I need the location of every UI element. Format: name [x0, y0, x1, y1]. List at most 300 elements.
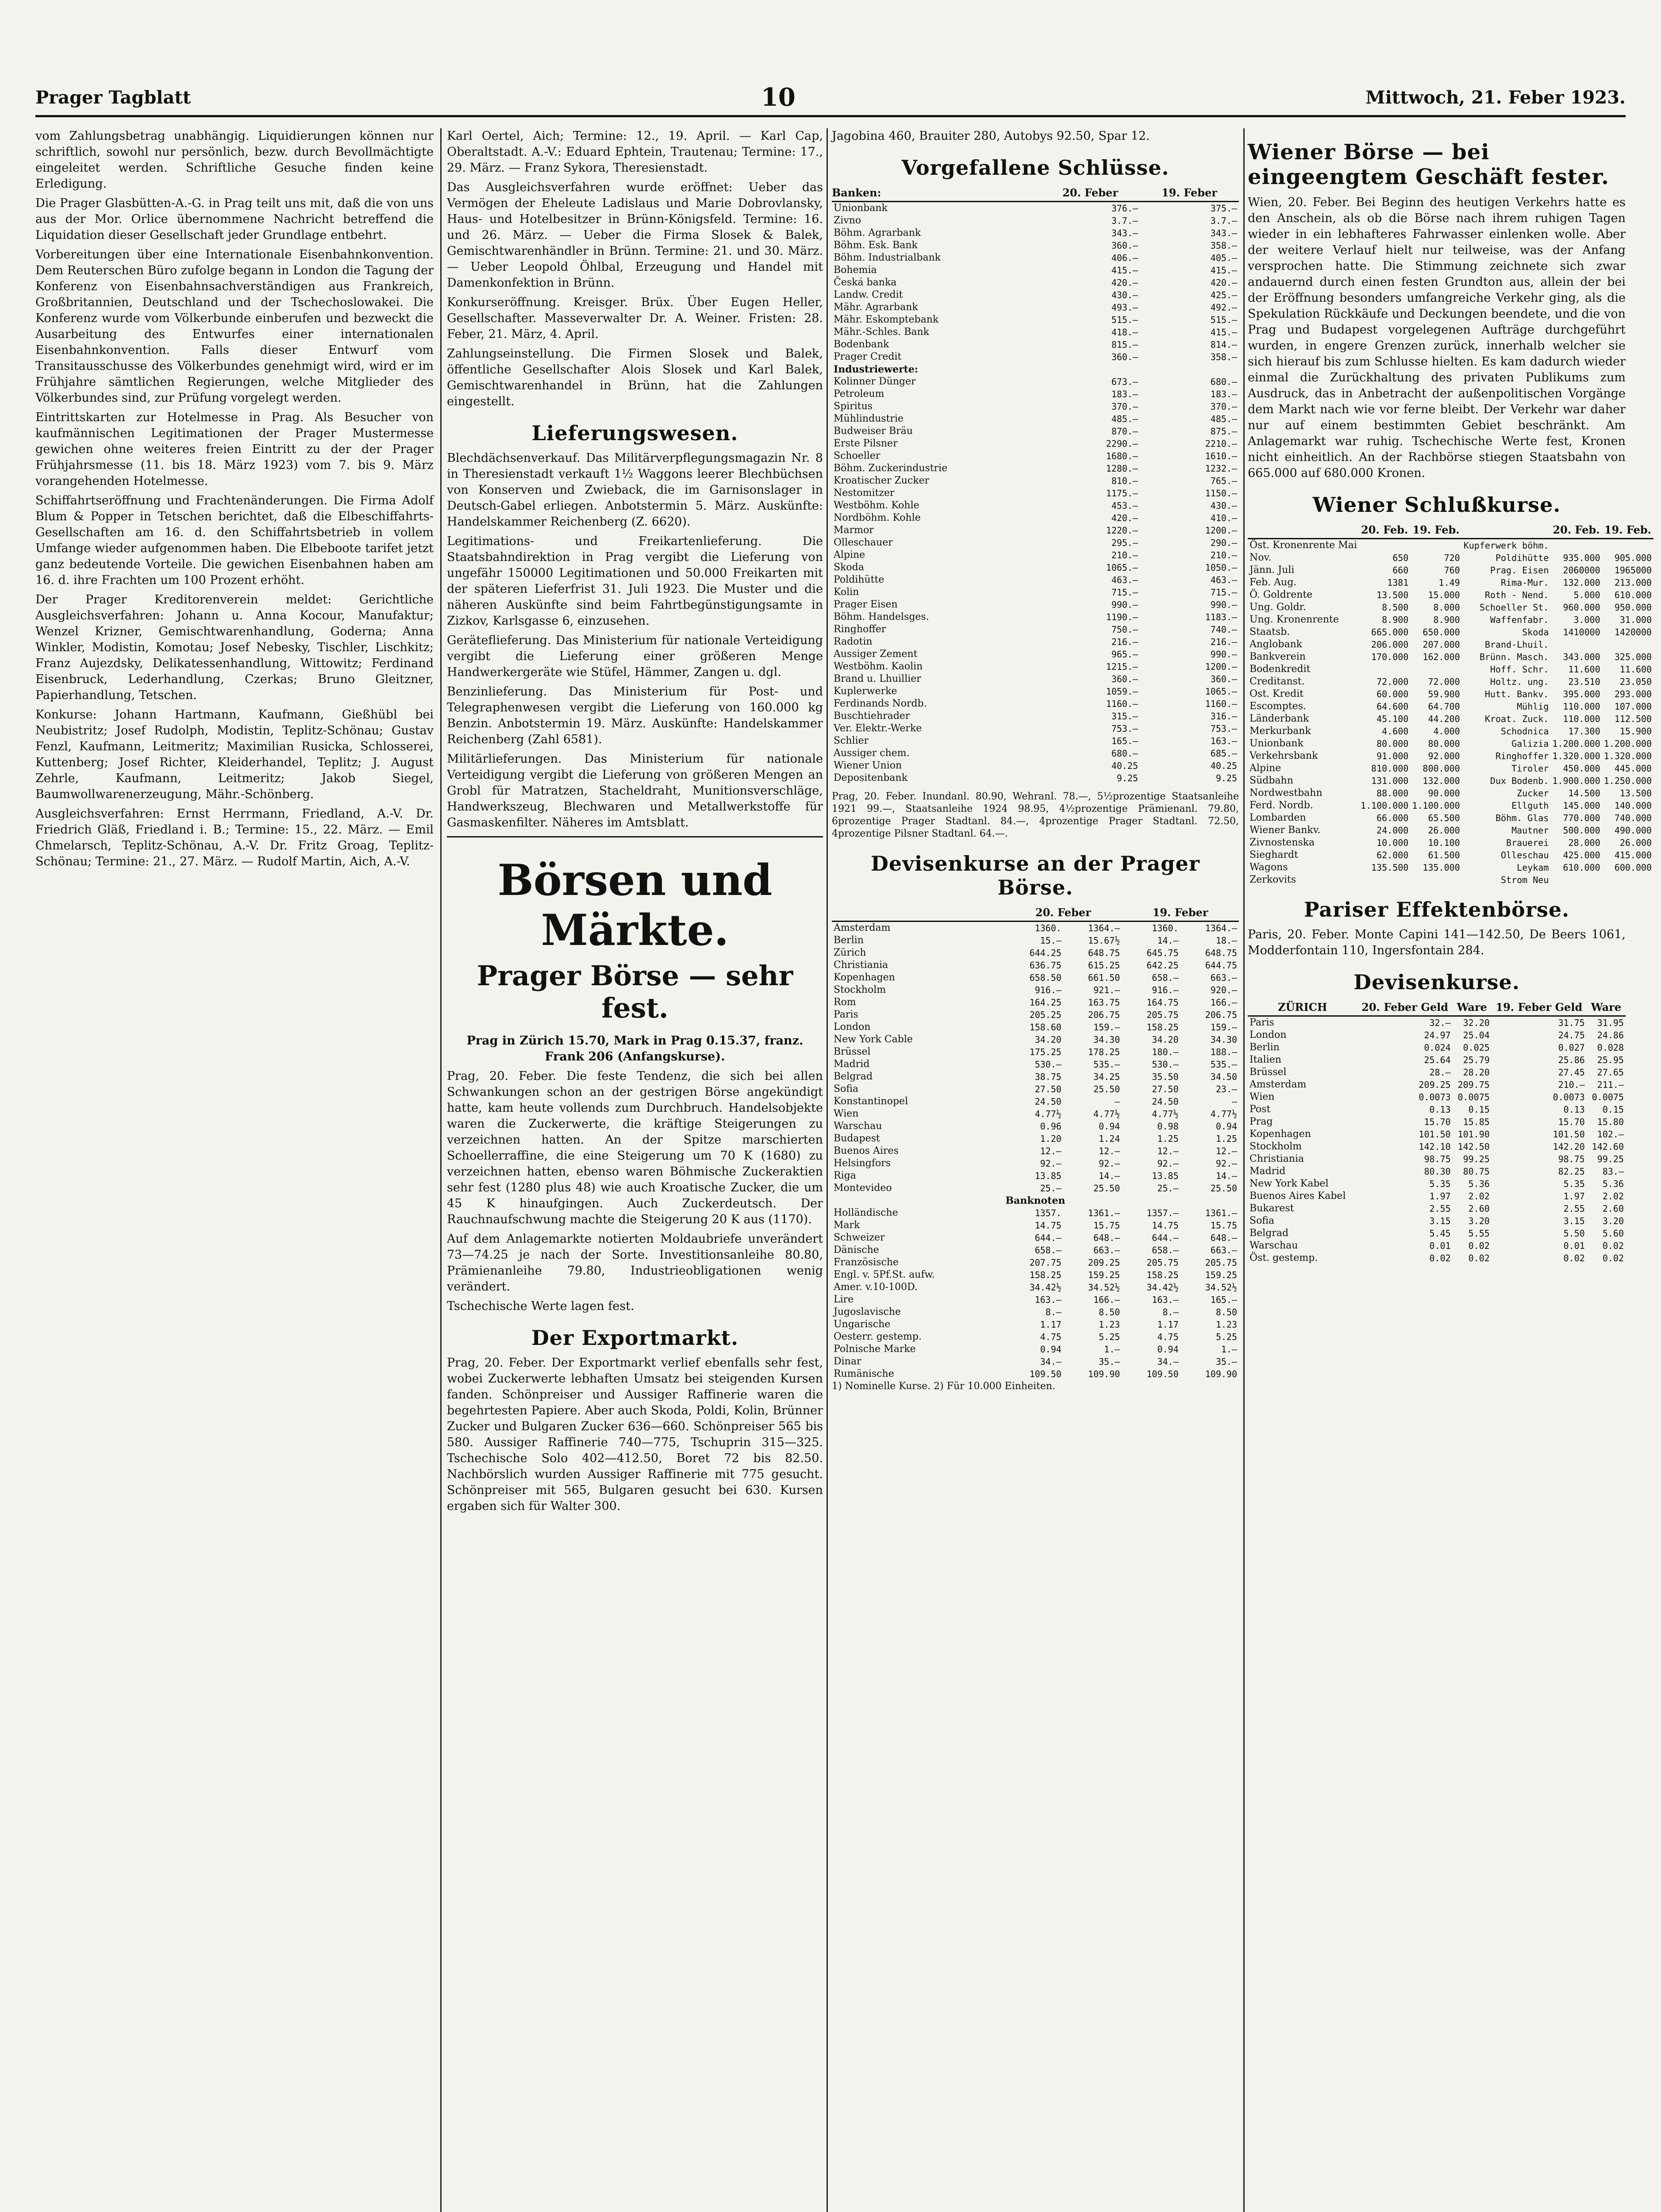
table-header: 19. Feber Geld: [1492, 999, 1587, 1016]
article-paragraph: Konkurseröffnung. Kreisger. Brüx. Über Eugen Heller, Gesellschafter. Masseverwalter Dr. A. Weiner. Fristen: 28. Feber, 21. März, 4. April.: [447, 296, 823, 341]
table-cell: 720: [1444, 553, 1460, 563]
table-cell: Ungarische: [834, 1319, 891, 1330]
table-cell: 99.25: [1597, 1154, 1624, 1164]
table-cell: Roth - Nend.: [1484, 590, 1549, 600]
table-row: [1248, 601, 1653, 614]
table-cell: 205.25: [1029, 1010, 1061, 1020]
table-row: [832, 574, 1239, 586]
table-cell: 80.000: [1428, 738, 1460, 749]
table-row: [832, 685, 1239, 698]
table-cell: 0.94: [1099, 1121, 1120, 1132]
table-cell: 209.75: [1457, 1079, 1490, 1090]
table-cell: 60.000: [1376, 689, 1409, 699]
table-cell: Tiroler: [1511, 763, 1549, 774]
table-cell: 166.—: [1093, 1294, 1120, 1305]
table-row: [832, 1306, 1239, 1318]
table-row: [832, 1232, 1239, 1244]
table-cell: Kolinner Dünger: [834, 376, 916, 387]
table-row: [832, 549, 1239, 561]
table-cell: 34.—: [1040, 1356, 1061, 1367]
table-cell: Brauerei: [1506, 837, 1549, 848]
table-cell: 965.—: [1111, 649, 1138, 660]
table-cell: 875.—: [1210, 426, 1237, 437]
table-cell: 0.01: [1429, 1240, 1451, 1251]
table-row: [832, 239, 1239, 252]
table-cell: 3.15: [1563, 1216, 1585, 1226]
table-row: [832, 586, 1239, 599]
table-cell: 0.0073: [1553, 1092, 1585, 1102]
table-cell: Marmor: [834, 525, 874, 536]
table-cell: Öst. gestemp.: [1250, 1252, 1318, 1263]
table-cell: 648.—: [1210, 1233, 1237, 1243]
table-cell: 101.90: [1457, 1129, 1490, 1140]
table-cell: 0.02: [1602, 1240, 1624, 1251]
table-cell: 15.85: [1463, 1117, 1490, 1127]
table-cell: 23.050: [1619, 676, 1652, 687]
table-cell: 34.52½: [1205, 1282, 1237, 1293]
table-header: [1248, 522, 1359, 539]
table-cell: 636.75: [1029, 960, 1061, 971]
table-cell: 0.98: [1157, 1121, 1179, 1132]
table-cell: 35.—: [1099, 1356, 1120, 1367]
table-cell: 112.500: [1614, 714, 1652, 724]
banknoten-label: Banknoten: [1005, 1195, 1065, 1206]
table-row: [1248, 762, 1653, 775]
table-row: [1248, 1141, 1626, 1153]
table-row: [1248, 1029, 1626, 1041]
table-cell: 1357.: [1034, 1208, 1061, 1218]
table-row: [1248, 1190, 1626, 1202]
table-cell: 34.20: [1034, 1034, 1061, 1045]
table-cell: 463.—: [1210, 575, 1237, 585]
table-row: [832, 1046, 1239, 1058]
table-cell: [1602, 539, 1653, 552]
table-cell: 753.—: [1210, 723, 1237, 734]
table-cell: Hoff. Schr.: [1490, 664, 1549, 675]
table-cell: 415.—: [1210, 265, 1237, 276]
table-cell: 4.77½: [1152, 1109, 1179, 1119]
wiener-boerse-title: Wiener Börse — bei eingeengtem Geschäft fester.: [1248, 140, 1609, 189]
table-cell: 11.600: [1568, 664, 1600, 675]
table-cell: 290.—: [1210, 538, 1237, 548]
table-cell: 430.—: [1210, 500, 1237, 511]
table-cell: 406.—: [1111, 253, 1138, 263]
table-cell: Schodnica: [1500, 726, 1549, 737]
table-cell: 5.36: [1468, 1179, 1490, 1189]
table-cell: 206.000: [1371, 639, 1409, 650]
table-cell: 205.75: [1146, 1010, 1179, 1020]
table-row: [1248, 1252, 1626, 1264]
table-row: [832, 772, 1239, 784]
table-cell: 0.13: [1563, 1104, 1585, 1115]
table-row: [832, 611, 1239, 623]
table-row: [832, 1356, 1239, 1368]
table-cell: Wiener Union: [834, 760, 902, 771]
table-row: [832, 351, 1239, 363]
table-cell: 109.50: [1029, 1369, 1061, 1379]
table-cell: 159.—: [1093, 1022, 1120, 1033]
table-cell: 5.36: [1602, 1179, 1624, 1189]
table-header: 20. Feb.: [1550, 522, 1602, 539]
table-cell: 15.75: [1210, 1220, 1237, 1231]
table-row: [1248, 1227, 1626, 1240]
table-cell: 370.—: [1111, 401, 1138, 412]
table-cell: 15.900: [1619, 726, 1652, 737]
table-cell: 92.—: [1215, 1158, 1237, 1169]
table-cell: 27.45: [1558, 1067, 1585, 1078]
table-cell: 34.20: [1152, 1034, 1179, 1045]
column-4: [1248, 128, 1652, 2212]
table-cell: 61.500: [1428, 850, 1460, 860]
table-cell: Amer. v.10-100D.: [834, 1282, 918, 1293]
table-cell: Nordwestbahn: [1250, 787, 1323, 799]
table-cell: Ver. Elektr.-Werke: [834, 723, 922, 734]
table-cell: 493.—: [1111, 302, 1138, 313]
table-cell: 4.000: [1433, 726, 1460, 737]
table-cell: 5.35: [1563, 1179, 1585, 1189]
table-cell: Feb. Aug.: [1250, 577, 1297, 588]
table-cell: Mark: [834, 1220, 860, 1231]
table-header: 19. Feb.: [1410, 522, 1461, 539]
table-cell: 760: [1444, 565, 1460, 576]
table-cell: 23.—: [1215, 1084, 1237, 1094]
table-cell: Amsterdam: [1250, 1079, 1307, 1090]
table-cell: 395.000: [1563, 689, 1600, 699]
table-row: [832, 450, 1239, 462]
table-cell: 610.000: [1563, 862, 1600, 873]
table-cell: 376.—: [1111, 203, 1138, 214]
table-cell: 2210.—: [1205, 438, 1237, 449]
table-cell: 325.000: [1614, 652, 1652, 662]
table-cell: 500.000: [1563, 825, 1600, 836]
table-row: [832, 1269, 1239, 1281]
table-cell: Böhm. Esk. Bank: [834, 240, 918, 251]
table-row: [1248, 799, 1653, 812]
table-cell: 663.—: [1210, 1245, 1237, 1256]
table-cell: 163.—: [1152, 1294, 1179, 1305]
table-row: [832, 1120, 1239, 1133]
table-cell: Böhm. Handelsges.: [834, 611, 929, 622]
table-cell: Rumänische: [834, 1368, 894, 1379]
table-row: [1248, 638, 1653, 651]
table-row: [1248, 1079, 1626, 1091]
table-cell: 360.—: [1111, 674, 1138, 684]
table-cell: Hutt. Bankv.: [1484, 689, 1549, 699]
table-cell: 142.50: [1457, 1141, 1490, 1152]
table-cell: 990.—: [1111, 599, 1138, 610]
table-cell: Ellguth: [1511, 800, 1549, 811]
table-cell: 1050.—: [1205, 562, 1237, 573]
table-cell: Riga: [834, 1170, 856, 1181]
table-row: [832, 1033, 1239, 1046]
table-cell: 101.50: [1419, 1129, 1451, 1140]
table-row: [1248, 614, 1653, 626]
table-cell: 814.—: [1210, 339, 1237, 350]
table-cell: Buenos Aires Kabel: [1250, 1190, 1346, 1202]
table-cell: 4.77½: [1034, 1109, 1061, 1119]
table-cell: 3.20: [1468, 1216, 1490, 1226]
table-cell: Dänische: [834, 1244, 879, 1256]
table-cell: 660: [1392, 565, 1409, 576]
table-row: [832, 599, 1239, 611]
table-cell: Böhm. Agrarbank: [834, 227, 921, 238]
column-2: [447, 128, 823, 2212]
table-row: [832, 1071, 1239, 1083]
table-row: [1248, 1116, 1626, 1128]
table-cell: 82.25: [1558, 1166, 1585, 1177]
table-cell: 163.—: [1034, 1294, 1061, 1305]
table-cell: Aussiger Zement: [834, 649, 918, 660]
table-cell: 14.—: [1157, 935, 1179, 946]
table-cell: Skoda: [1522, 627, 1549, 637]
table-cell: Zivno: [834, 215, 861, 226]
table-cell: 644.25: [1029, 948, 1061, 958]
table-row: [832, 1368, 1239, 1380]
devisen-table: [832, 905, 1239, 1380]
table-cell: 34.42½: [1029, 1282, 1061, 1293]
table-row: [1248, 589, 1653, 601]
table-row: [832, 388, 1239, 400]
table-cell: 15.—: [1040, 935, 1061, 946]
table-header: Ware: [1453, 999, 1492, 1016]
table-cell: Escomptes.: [1250, 701, 1307, 712]
table-cell: Poldihütte: [834, 574, 884, 585]
table-cell: Sieghardt: [1250, 849, 1298, 860]
table-cell: Prag. Eisen: [1490, 565, 1549, 576]
table-cell: 425.—: [1210, 290, 1237, 300]
table-cell: 8.—: [1045, 1307, 1061, 1317]
table-cell: 680.—: [1111, 748, 1138, 759]
table-cell: 131.000: [1371, 776, 1409, 786]
table-cell: 25.95: [1597, 1055, 1624, 1065]
article-paragraph: Wien, 20. Feber. Bei Beginn des heutigen Verkehrs hatte es den Anschein, als ob die Börse nach ihrem ruhigen Tagen wieder in ein lebhafteres Fahrwasser einlenken wolle. Aber der weitere Verlauf hielt nur teilweise, was der Anfang versprochen hatte. Die Stimmung zeichnete sich zwar andauernd durch einen festen Grundton aus, allein der bei der Eröffnung besonders umfangreiche Verkehr ging, als die Spekulation Rückkäufe und Deckungen beendete, und die von Prag und Budapest vorgelegenen Aufträge durchgeführt wurden, in engere Grenzen zurück, innerhalb welcher sie sich hierauf bis zum Schlusse hielten. Es kam dadurch wieder einmal die Zurückhaltung des privaten Publikums zum Ausdruck, das in Anbetracht der außenpolitischen Vorgänge dem Markt nach wie vor ferne bleibt. Der Verkehr war daher nur auf einem bestimmten Gebiet beschränkt. Am Anlagemarkt war ruhig. Tschechische Werte fest, Kronen nicht einheitlich. An der Rachbörse stiegen Staatsbahn von 665.000 auf 680.000 Kronen.: [1248, 196, 1626, 480]
table-cell: Helsingfors: [834, 1158, 891, 1169]
table-cell: 648.—: [1093, 1233, 1120, 1243]
table-cell: Verkehrsbank: [1250, 750, 1318, 761]
table-cell: Unionbank: [1250, 738, 1303, 749]
table-cell: 753.—: [1111, 723, 1138, 734]
table-cell: Budapest: [834, 1133, 880, 1144]
table-cell: 515.—: [1111, 315, 1138, 325]
table-cell: Zürich: [834, 947, 866, 958]
column-1: [35, 128, 434, 2212]
table-cell: 358.—: [1210, 352, 1237, 362]
table-cell: 183.—: [1111, 389, 1138, 399]
table-cell: Nordböhm. Kohle: [834, 512, 921, 523]
table-cell: 935.000: [1563, 553, 1600, 563]
table-cell: 405.—: [1210, 253, 1237, 263]
table-cell: 80.30: [1424, 1166, 1451, 1177]
table-cell: Böhm. Glas: [1495, 813, 1549, 823]
table-cell: Mühlig: [1517, 701, 1549, 712]
table-cell: Wien: [1250, 1091, 1275, 1102]
table-row: [832, 947, 1239, 959]
table-cell: 44.200: [1428, 714, 1460, 724]
table-cell: —: [1231, 1096, 1237, 1107]
table-cell: 658.—: [1152, 972, 1179, 983]
table-cell: 3.7.—: [1111, 215, 1138, 226]
table-cell: Warschau: [1250, 1240, 1298, 1251]
table-header: 20. Feber: [1005, 905, 1122, 922]
table-cell: New York Cable: [834, 1034, 913, 1045]
table-cell: 0.0073: [1419, 1092, 1451, 1102]
table-cell: 1381: [1387, 577, 1409, 588]
article-paragraph: Prag, 20. Feber. Die feste Tendenz, die sich bei allen Schwankungen schon an der gestrigen Börse angekündigt hatte, kam heute vollends zum Durchbruch. Handelsobjekte waren die Zuckerwerte, die kräftige Steigerungen zu verzeichnen hatten. An der Spitze marschierten Schoellerraffine, die eine Steigerung um 70 K (1680) zu verzeichnen hatten, ebenso waren Böhmische Zuckeraktien sehr fest (1280 plus 48) wie auch Kroatische Zucker, die um 45 K hinaufgingen. Auch Zuckerdeutsch. Der Rauchnaufschwung machte die Steigerung 20 K aus (1170).: [447, 1069, 823, 1226]
table-cell: 1.100.000: [1360, 800, 1409, 811]
table-cell: [1359, 539, 1410, 552]
table-cell: [1550, 638, 1602, 651]
table-cell: Wien: [834, 1108, 859, 1119]
table-cell: Rima-Mur.: [1500, 577, 1549, 588]
table-cell: 8.900: [1382, 614, 1409, 625]
table-cell: Stockholm: [834, 984, 886, 995]
table-cell: Paris: [1250, 1017, 1274, 1028]
table-cell: 673.—: [1111, 376, 1138, 387]
table-row: [1248, 576, 1653, 589]
table-cell: 1190.—: [1106, 612, 1138, 622]
table-cell: 648.75: [1205, 948, 1237, 958]
table-cell: 415.000: [1614, 850, 1652, 860]
table-row: [832, 760, 1239, 772]
table-cell: 159.25: [1205, 1270, 1237, 1280]
table-cell: Ost. Kredit: [1250, 688, 1304, 699]
wiener-table-body: [1248, 539, 1653, 887]
section-heading-devisen: Devisenkurse an der Prager Börse.: [871, 852, 1200, 899]
table-cell: 810.—: [1111, 476, 1138, 486]
table-cell: 920.—: [1210, 985, 1237, 995]
table-cell: 644.—: [1152, 1233, 1179, 1243]
article-paragraph: Jagobina 460, Brauiter 280, Autobys 92.50, Spar 12.: [832, 129, 1150, 143]
table-cell: 715.—: [1111, 587, 1138, 598]
table-cell: 0.02: [1602, 1253, 1624, 1263]
table-cell: 1.49: [1438, 577, 1460, 588]
table-row: [832, 413, 1239, 425]
table-cell: 1.200.000: [1552, 738, 1600, 749]
table-cell: 0.01: [1563, 1240, 1585, 1251]
table-cell: 600.000: [1614, 862, 1652, 873]
table-cell: 10.100: [1428, 837, 1460, 848]
table-row: [832, 1219, 1239, 1232]
table-row: [832, 722, 1239, 735]
table-cell: 750.—: [1111, 624, 1138, 635]
table-cell: [1550, 539, 1602, 552]
table-cell: Brand u. Lhuillier: [834, 673, 921, 684]
table-header: Banken:: [832, 185, 1041, 202]
table-cell: 1.100.000: [1412, 800, 1460, 811]
table-cell: 0.02: [1429, 1253, 1451, 1263]
table-cell: Zerkovits: [1250, 874, 1296, 885]
table-cell: 12.—: [1099, 1146, 1120, 1156]
article-paragraph: Auf dem Anlagemarkte notierten Moldaubriefe unverändert 73—74.25 je nach der Sorte. Investitionsanleihe 80.80, Prämienanleihe 79.80, Industrieobligationen wenig verändert.: [447, 1232, 823, 1294]
table-cell: Konstantinopel: [834, 1096, 908, 1107]
table-cell: Galizia: [1511, 738, 1549, 749]
table-cell: Poldihütte: [1495, 553, 1549, 563]
table-cell: 31.000: [1619, 614, 1652, 625]
table-cell: Kuplerwerke: [834, 686, 897, 697]
table-cell: 358.—: [1210, 240, 1237, 251]
article-paragraph: Paris, 20. Feber. Monte Capini 141—142.50, De Beers 1061, Modderfontain 110, Ingersfontain 284.: [1248, 928, 1626, 957]
table-cell: 32.—: [1429, 1018, 1451, 1028]
table-cell: 109.90: [1088, 1369, 1120, 1379]
table-cell: Dinar: [834, 1356, 861, 1367]
table-cell: 295.—: [1111, 538, 1138, 548]
table-cell: 4.77½: [1210, 1109, 1237, 1119]
table-cell: Nestomitzer: [834, 488, 895, 499]
table-cell: 64.600: [1376, 701, 1409, 712]
article-paragraph: Prag, 20. Feber. Der Exportmarkt verlief ebenfalls sehr fest, wobei Zuckerwerte lebhaften Umsatz bei steigenden Kursen fanden. Schönpreiser und Aussiger Raffinerie waren die begehrtesten Papiere. Aber auch Skoda, Poldi, Kolin, Brünner Zucker und Bulgaren Zucker 636—660. Schönpreiser 565 bis 580. Aussiger Raffinerie 740—775, Tschuprin 315—325. Tschechische Solo 402—412.50, Boret 72 bis 82.50. Nachbörslich wurden Aussiger Raffinerie mit 775 gesucht. Schönpreiser mit 565, Bulgaren gesucht bei 630. Kursen ergaben sich für Walter 300.: [447, 1356, 823, 1513]
article-paragraph: Legitimations- und Freikartenlieferung. Die Staatsbahndirektion in Prag vergibt die Lieferung von ungefähr 150000 Legitimationen und 50.000 Freikarten mit der späteren Lieferfrist 31. Juli 1923. Die Muster und die näheren Auskünfte sind beim Fahrtbegünstigungsamte in Zizkov, Karlsgasse 6, einzusehen.: [447, 534, 823, 628]
table-row: [832, 264, 1239, 276]
table-row: [1248, 676, 1653, 688]
table-cell: 492.—: [1210, 302, 1237, 313]
column-rule: [1243, 128, 1245, 2212]
table-row: [832, 475, 1239, 487]
table-cell: 916.—: [1152, 985, 1179, 995]
table-cell: Westböhm. Kaolin: [834, 661, 923, 672]
table-cell: Anglobank: [1250, 639, 1303, 650]
page-header: [35, 80, 1626, 117]
table-cell: Kopenhagen: [834, 972, 895, 983]
table-cell: 25.79: [1463, 1055, 1490, 1065]
table-row: [1248, 1128, 1626, 1141]
table-cell: 24.000: [1376, 825, 1409, 836]
table-cell: 207.75: [1029, 1257, 1061, 1268]
table-cell: 420.—: [1111, 513, 1138, 523]
table-cell: 80.75: [1463, 1166, 1490, 1177]
table-row: [832, 425, 1239, 438]
table-cell: 3.000: [1573, 614, 1600, 625]
table-cell: 680.—: [1210, 376, 1237, 387]
table-cell: 1357.—: [1146, 1208, 1179, 1218]
table-cell: 665.000: [1371, 627, 1409, 637]
table-cell: Polnische Marke: [834, 1344, 916, 1355]
table-cell: 535.—: [1093, 1059, 1120, 1070]
issue-date: Mittwoch, 21. Feber 1923.: [1365, 87, 1626, 108]
table-cell: 1175.—: [1106, 488, 1138, 499]
schluss-table: [832, 185, 1239, 784]
table-cell: 415.—: [1210, 327, 1237, 338]
table-cell: 463.—: [1111, 575, 1138, 585]
table-cell: 4.600: [1382, 726, 1409, 737]
table-row: [832, 202, 1239, 215]
table-cell: 1360.: [1152, 923, 1179, 933]
table-row: [1248, 1066, 1626, 1079]
table-cell: 916.—: [1034, 985, 1061, 995]
table-cell: 1.17: [1157, 1319, 1179, 1330]
table-cell: 1232.—: [1205, 463, 1237, 474]
table-cell: 17.300: [1568, 726, 1600, 737]
article-paragraph: Karl Oertel, Aich; Termine: 12., 19. April. — Karl Cap, Oberaltstadt. A.-V.: Eduard Ephtein, Trautenau; Termine: 17., 29. März. — Franz Sykora, Theresienstadt.: [447, 129, 823, 175]
table-cell: 1.97: [1563, 1191, 1585, 1202]
table-cell: 206.75: [1088, 1010, 1120, 1020]
table-cell: 209.25: [1419, 1079, 1451, 1090]
table-cell: 72.000: [1428, 676, 1460, 687]
table-cell: 3.15: [1429, 1216, 1451, 1226]
table-cell: Česká banka: [834, 277, 897, 288]
table-cell: 658.50: [1029, 972, 1061, 983]
table-cell: 142.10: [1419, 1141, 1451, 1152]
table-row: [832, 1182, 1239, 1194]
table-cell: Wagons: [1250, 862, 1288, 873]
table-cell: 65.500: [1428, 813, 1460, 823]
table-cell: Olleschauer: [834, 537, 893, 548]
article-paragraph: Das Ausgleichsverfahren wurde eröffnet: Ueber das Vermögen der Eheleute Ladislaus und Marie Dobrovlansky, Haus- und Hotelbesitzer in Brünn-Königsfeld. Termine: 16. und 26. März. — Ueber die Firma Slosek & Balek, Gemischtwarenhändler in Brünn. Termine: 21. und 30. März. — Ueber Leopold Öhlbal, Erzeugung und Handel mit Damenkonfektion in Brünn.: [447, 180, 823, 290]
table-cell: 72.000: [1376, 676, 1409, 687]
table-cell: Jugoslavische: [834, 1306, 901, 1317]
table-cell: [1041, 363, 1140, 376]
table-cell: Kroatischer Zucker: [834, 475, 930, 486]
table-cell: [1602, 638, 1653, 651]
